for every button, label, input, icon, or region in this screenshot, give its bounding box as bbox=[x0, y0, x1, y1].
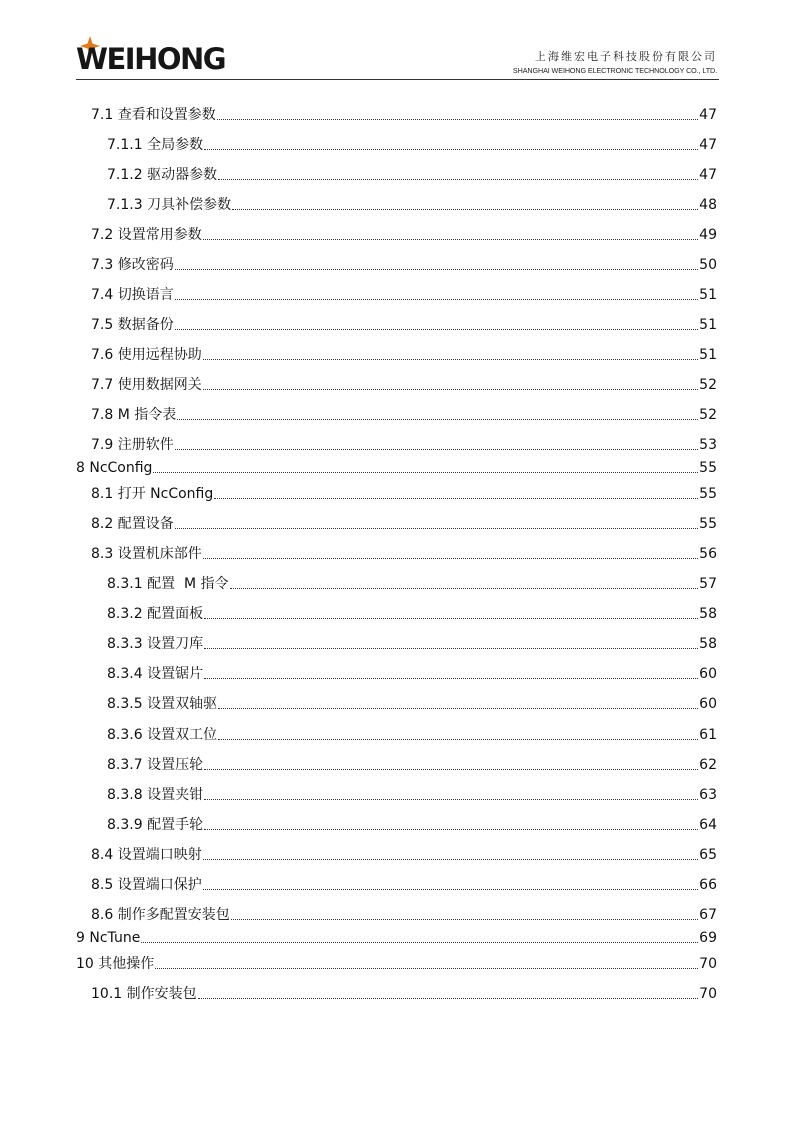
toc-entry[interactable] bbox=[91, 104, 717, 124]
toc-entry[interactable] bbox=[107, 814, 717, 834]
toc-entry[interactable] bbox=[107, 134, 717, 154]
toc-entry[interactable] bbox=[91, 513, 717, 533]
toc-entry[interactable] bbox=[91, 434, 717, 454]
toc-entry[interactable] bbox=[91, 284, 717, 304]
toc-entry-page-number: 47 bbox=[699, 107, 717, 123]
toc-entry-page-number: 52 bbox=[699, 407, 717, 423]
toc-dot-leader bbox=[175, 329, 698, 330]
toc-entry-page-number: 53 bbox=[699, 437, 717, 453]
toc-entry-title: 7.1.2 驱动器参数 bbox=[107, 167, 218, 183]
toc-entry-title: 7.1 查看和设置参数 bbox=[91, 107, 216, 123]
header-divider bbox=[76, 79, 719, 80]
toc-entry-title: 8.3.1 配置 M 指令 bbox=[107, 576, 229, 592]
toc-entry-title: 7.4 切换语言 bbox=[91, 287, 174, 303]
toc-dot-leader bbox=[198, 998, 699, 999]
toc-dot-leader bbox=[203, 859, 698, 860]
toc-entry-page-number: 70 bbox=[699, 986, 717, 1002]
toc-entry-page-number: 55 bbox=[699, 516, 717, 532]
toc-entry-page-number: 50 bbox=[699, 257, 717, 273]
toc-entry-page-number: 69 bbox=[699, 930, 717, 946]
toc-dot-leader bbox=[204, 799, 698, 800]
toc-dot-leader bbox=[175, 299, 698, 300]
toc-entry[interactable] bbox=[76, 927, 717, 947]
toc-entry-page-number: 49 bbox=[699, 227, 717, 243]
toc-entry-title: 8.2 配置设备 bbox=[91, 516, 174, 532]
toc-entry[interactable] bbox=[91, 224, 717, 244]
toc-entry-page-number: 48 bbox=[699, 197, 717, 213]
toc-dot-leader bbox=[177, 419, 698, 420]
toc-dot-leader bbox=[218, 739, 698, 740]
toc-dot-leader bbox=[214, 498, 698, 499]
toc-entry-title: 8.3.7 设置压轮 bbox=[107, 757, 204, 773]
toc-entry-title: 8.4 设置端口映射 bbox=[91, 847, 202, 863]
toc-entry-page-number: 61 bbox=[699, 727, 717, 743]
toc-entry-title: 7.9 注册软件 bbox=[91, 437, 174, 453]
toc-dot-leader bbox=[141, 942, 698, 943]
toc-entry-page-number: 64 bbox=[699, 817, 717, 833]
toc-dot-leader bbox=[204, 149, 698, 150]
toc-entry-page-number: 60 bbox=[699, 666, 717, 682]
toc-entry[interactable] bbox=[91, 874, 717, 894]
toc-entry-page-number: 58 bbox=[699, 606, 717, 622]
toc-entry-title: 8 NcConfig bbox=[76, 460, 153, 476]
toc-entry[interactable] bbox=[107, 164, 717, 184]
toc-entry[interactable] bbox=[107, 784, 717, 804]
toc-dot-leader bbox=[153, 472, 698, 473]
toc-dot-leader bbox=[217, 119, 698, 120]
toc-entry-page-number: 51 bbox=[699, 347, 717, 363]
toc-entry-title: 7.7 使用数据网关 bbox=[91, 377, 202, 393]
toc-entry-page-number: 57 bbox=[699, 576, 717, 592]
company-name-cn: 上海维宏电子科技股份有限公司 bbox=[535, 50, 717, 63]
toc-entry[interactable] bbox=[91, 983, 717, 1003]
toc-dot-leader bbox=[230, 588, 699, 589]
toc-entry-page-number: 63 bbox=[699, 787, 717, 803]
toc-entry-title: 8.3.4 设置锯片 bbox=[107, 666, 204, 682]
toc-entry[interactable] bbox=[107, 724, 717, 744]
toc-entry[interactable] bbox=[107, 573, 717, 593]
toc-entry[interactable] bbox=[91, 543, 717, 563]
toc-entry-page-number: 65 bbox=[699, 847, 717, 863]
toc-entry-title: 7.5 数据备份 bbox=[91, 317, 174, 333]
toc-entry[interactable] bbox=[107, 693, 717, 713]
toc-entry-page-number: 55 bbox=[699, 486, 717, 502]
company-name-en: SHANGHAI WEIHONG ELECTRONIC TECHNOLOGY CO., LTD. bbox=[512, 66, 717, 75]
toc-entry-title: 8.3.2 配置面板 bbox=[107, 606, 204, 622]
toc-entry-title: 7.6 使用远程协助 bbox=[91, 347, 202, 363]
toc-dot-leader bbox=[175, 269, 698, 270]
toc-entry[interactable] bbox=[91, 254, 717, 274]
toc-dot-leader bbox=[204, 648, 698, 649]
toc-dot-leader bbox=[232, 209, 698, 210]
toc-entry-title: 7.8 M 指令表 bbox=[91, 407, 177, 423]
toc-entry-page-number: 55 bbox=[699, 460, 717, 476]
toc-entry-title: 10.1 制作安装包 bbox=[91, 986, 197, 1002]
toc-entry[interactable] bbox=[107, 194, 717, 214]
toc-entry[interactable] bbox=[91, 844, 717, 864]
toc-dot-leader bbox=[203, 359, 698, 360]
company-logo: WEIHONG bbox=[76, 42, 226, 76]
toc-entry-title: 7.1.3 刀具补偿参数 bbox=[107, 197, 232, 213]
toc-dot-leader bbox=[203, 239, 698, 240]
toc-entry-title: 7.1.1 全局参数 bbox=[107, 137, 204, 153]
toc-entry-title: 7.2 设置常用参数 bbox=[91, 227, 202, 243]
toc-entry-title: 8.6 制作多配置安装包 bbox=[91, 907, 230, 923]
toc-entry[interactable] bbox=[107, 603, 717, 623]
toc-entry[interactable] bbox=[76, 953, 717, 973]
toc-dot-leader bbox=[231, 919, 698, 920]
toc-entry-title: 9 NcTune bbox=[76, 930, 141, 946]
toc-entry-page-number: 51 bbox=[699, 317, 717, 333]
toc-dot-leader bbox=[203, 889, 698, 890]
toc-entry-title: 8.3 设置机床部件 bbox=[91, 546, 202, 562]
page-header bbox=[0, 0, 793, 82]
toc-entry-page-number: 47 bbox=[699, 137, 717, 153]
toc-entry[interactable] bbox=[91, 483, 717, 503]
toc-entry[interactable] bbox=[107, 754, 717, 774]
toc-entry-page-number: 67 bbox=[699, 907, 717, 923]
toc-entry-title: 8.5 设置端口保护 bbox=[91, 877, 202, 893]
toc-entry[interactable] bbox=[91, 344, 717, 364]
toc-entry-title: 8.3.9 配置手轮 bbox=[107, 817, 204, 833]
toc-dot-leader bbox=[218, 179, 698, 180]
toc-dot-leader bbox=[155, 968, 698, 969]
toc-dot-leader bbox=[175, 449, 698, 450]
toc-entry-title: 8.3.5 设置双轴驱 bbox=[107, 696, 218, 712]
toc-entry[interactable] bbox=[107, 633, 717, 653]
toc-entry-page-number: 60 bbox=[699, 696, 717, 712]
toc-dot-leader bbox=[218, 708, 698, 709]
toc-entry-page-number: 51 bbox=[699, 287, 717, 303]
toc-dot-leader bbox=[203, 389, 698, 390]
toc-entry-page-number: 66 bbox=[699, 877, 717, 893]
toc-entry[interactable] bbox=[91, 314, 717, 334]
toc-entry[interactable] bbox=[91, 374, 717, 394]
toc-entry[interactable] bbox=[91, 904, 717, 924]
toc-dot-leader bbox=[204, 678, 698, 679]
toc-dot-leader bbox=[175, 528, 698, 529]
toc-entry-title: 7.3 修改密码 bbox=[91, 257, 174, 273]
toc-entry-page-number: 52 bbox=[699, 377, 717, 393]
toc-entry[interactable] bbox=[107, 663, 717, 683]
toc-dot-leader bbox=[204, 769, 698, 770]
toc-entry[interactable] bbox=[76, 457, 717, 477]
toc-entry[interactable] bbox=[91, 404, 717, 424]
toc-entry-title: 8.1 打开 NcConfig bbox=[91, 486, 214, 502]
toc-entry-page-number: 70 bbox=[699, 956, 717, 972]
toc-entry-title: 8.3.3 设置刀库 bbox=[107, 636, 204, 652]
toc-entry-title: 8.3.6 设置双工位 bbox=[107, 727, 218, 743]
toc-entry-page-number: 58 bbox=[699, 636, 717, 652]
toc-dot-leader bbox=[204, 829, 698, 830]
toc-dot-leader bbox=[204, 618, 698, 619]
toc-entry-page-number: 62 bbox=[699, 757, 717, 773]
toc-entry-title: 10 其他操作 bbox=[76, 956, 155, 972]
toc-entry-page-number: 47 bbox=[699, 167, 717, 183]
toc-dot-leader bbox=[203, 558, 698, 559]
toc-entry-page-number: 56 bbox=[699, 546, 717, 562]
toc-entry-title: 8.3.8 设置夹钳 bbox=[107, 787, 204, 803]
